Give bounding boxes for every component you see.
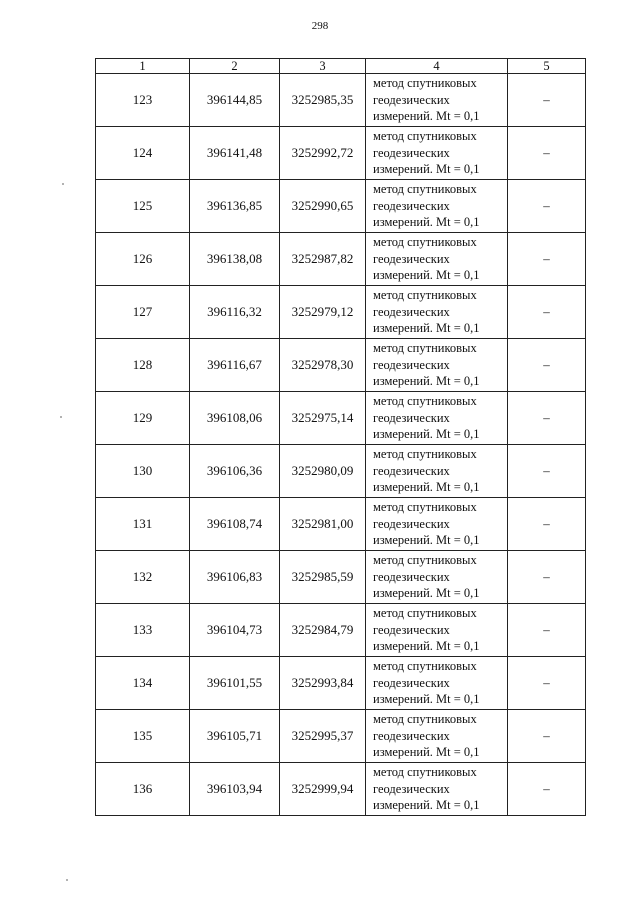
point-number-cell: 130: [96, 445, 190, 498]
method-cell: [366, 604, 508, 657]
table-row: [96, 339, 586, 392]
y-coordinate-cell: 3252984,79: [280, 604, 366, 657]
method-cell: [366, 445, 508, 498]
x-coordinate-cell: 396116,32: [190, 286, 280, 339]
note-cell: [508, 233, 586, 286]
method-text-line: измерений. Mt = 0,1: [373, 692, 480, 707]
method-text-line: измерений. Mt = 0,1: [373, 321, 480, 336]
dash-mark: –: [543, 569, 550, 584]
dash-mark: –: [543, 781, 550, 796]
method-cell: [366, 233, 508, 286]
point-number-cell: 123: [96, 74, 190, 127]
method-text-line: метод спутниковых: [373, 659, 477, 674]
note-cell: [508, 339, 586, 392]
point-number-cell: 129: [96, 392, 190, 445]
x-coordinate-cell: 396103,94: [190, 763, 280, 816]
method-cell: [366, 763, 508, 816]
note-cell: [508, 763, 586, 816]
y-coordinate-cell: 3252992,72: [280, 127, 366, 180]
table-row: [96, 127, 586, 180]
point-number-cell: 135: [96, 710, 190, 763]
method-text-line: метод спутниковых: [373, 606, 477, 621]
method-text-line: метод спутниковых: [373, 129, 477, 144]
point-number-cell: 133: [96, 604, 190, 657]
note-cell: [508, 657, 586, 710]
method-text-line: геодезических: [373, 92, 450, 107]
scan-speck: [60, 416, 62, 418]
dash-mark: –: [543, 357, 550, 372]
note-cell: [508, 498, 586, 551]
note-cell: [508, 392, 586, 445]
note-cell: [508, 445, 586, 498]
point-number-cell: 127: [96, 286, 190, 339]
method-text-line: метод спутниковых: [373, 182, 477, 197]
point-number-cell: 132: [96, 551, 190, 604]
x-coordinate-cell: 396136,85: [190, 180, 280, 233]
method-text-line: геодезических: [373, 410, 450, 425]
dash-mark: –: [543, 198, 550, 213]
method-text-line: геодезических: [373, 463, 450, 478]
page-number: 298: [311, 20, 329, 32]
x-coordinate-cell: 396116,67: [190, 339, 280, 392]
method-text-line: измерений. Mt = 0,1: [373, 109, 480, 124]
x-coordinate-cell: 396104,73: [190, 604, 280, 657]
method-cell: [366, 710, 508, 763]
dash-mark: –: [543, 410, 550, 425]
table-row: [96, 74, 586, 127]
method-text-line: метод спутниковых: [373, 288, 477, 303]
method-text-line: геодезических: [373, 251, 450, 266]
method-text-line: геодезических: [373, 145, 450, 160]
table-row: [96, 657, 586, 710]
method-text-line: геодезических: [373, 357, 450, 372]
scan-speck: [62, 183, 64, 185]
method-text-line: метод спутниковых: [373, 553, 477, 568]
method-cell: [366, 657, 508, 710]
table-header-row: [96, 59, 586, 74]
method-text-line: измерений. Mt = 0,1: [373, 745, 480, 760]
method-text-line: геодезических: [373, 569, 450, 584]
dash-mark: –: [543, 304, 550, 319]
y-coordinate-cell: 3252999,94: [280, 763, 366, 816]
y-coordinate-cell: 3252978,30: [280, 339, 366, 392]
x-coordinate-cell: 396101,55: [190, 657, 280, 710]
column-header: 2: [190, 59, 280, 74]
method-text-line: метод спутниковых: [373, 341, 477, 356]
method-text-line: метод спутниковых: [373, 765, 477, 780]
point-number-cell: 128: [96, 339, 190, 392]
point-number-cell: 134: [96, 657, 190, 710]
x-coordinate-cell: 396106,83: [190, 551, 280, 604]
table-row: [96, 286, 586, 339]
point-number-cell: 131: [96, 498, 190, 551]
column-header: 3: [280, 59, 366, 74]
method-text-line: геодезических: [373, 622, 450, 637]
column-header: 4: [366, 59, 508, 74]
method-text-line: измерений. Mt = 0,1: [373, 639, 480, 654]
method-text-line: измерений. Mt = 0,1: [373, 480, 480, 495]
table-body: [96, 59, 586, 816]
point-number-cell: 124: [96, 127, 190, 180]
method-text-line: измерений. Mt = 0,1: [373, 162, 480, 177]
method-text-line: геодезических: [373, 728, 450, 743]
dash-mark: –: [543, 675, 550, 690]
dash-mark: –: [543, 463, 550, 478]
method-text-line: измерений. Mt = 0,1: [373, 533, 480, 548]
method-text-line: метод спутниковых: [373, 394, 477, 409]
dash-mark: –: [543, 728, 550, 743]
note-cell: [508, 180, 586, 233]
x-coordinate-cell: 396108,06: [190, 392, 280, 445]
method-cell: [366, 551, 508, 604]
method-cell: [366, 127, 508, 180]
y-coordinate-cell: 3252980,09: [280, 445, 366, 498]
table-row: [96, 392, 586, 445]
method-text-line: метод спутниковых: [373, 235, 477, 250]
x-coordinate-cell: 396106,36: [190, 445, 280, 498]
method-cell: [366, 74, 508, 127]
method-text-line: метод спутниковых: [373, 76, 477, 91]
y-coordinate-cell: 3252979,12: [280, 286, 366, 339]
table-row: [96, 180, 586, 233]
table-row: [96, 604, 586, 657]
y-coordinate-cell: 3252985,59: [280, 551, 366, 604]
dash-mark: –: [543, 251, 550, 266]
method-text-line: измерений. Mt = 0,1: [373, 268, 480, 283]
method-cell: [366, 392, 508, 445]
dash-mark: –: [543, 92, 550, 107]
y-coordinate-cell: 3252993,84: [280, 657, 366, 710]
column-header: 5: [508, 59, 586, 74]
method-text-line: геодезических: [373, 304, 450, 319]
dash-mark: –: [543, 622, 550, 637]
note-cell: [508, 286, 586, 339]
point-number-cell: 126: [96, 233, 190, 286]
x-coordinate-cell: 396144,85: [190, 74, 280, 127]
method-text-line: геодезических: [373, 198, 450, 213]
x-coordinate-cell: 396141,48: [190, 127, 280, 180]
table-row: [96, 551, 586, 604]
note-cell: [508, 74, 586, 127]
method-text-line: метод спутниковых: [373, 500, 477, 515]
method-text-line: геодезических: [373, 781, 450, 796]
y-coordinate-cell: 3252990,65: [280, 180, 366, 233]
point-number-cell: 136: [96, 763, 190, 816]
method-cell: [366, 180, 508, 233]
method-text-line: геодезических: [373, 675, 450, 690]
scan-speck: [66, 879, 68, 881]
coordinates-table: [95, 58, 586, 816]
column-header: 1: [96, 59, 190, 74]
y-coordinate-cell: 3252995,37: [280, 710, 366, 763]
note-cell: [508, 127, 586, 180]
note-cell: [508, 710, 586, 763]
y-coordinate-cell: 3252985,35: [280, 74, 366, 127]
table-row: [96, 498, 586, 551]
method-cell: [366, 339, 508, 392]
method-text-line: геодезических: [373, 516, 450, 531]
x-coordinate-cell: 396138,08: [190, 233, 280, 286]
x-coordinate-cell: 396108,74: [190, 498, 280, 551]
method-cell: [366, 498, 508, 551]
method-text-line: измерений. Mt = 0,1: [373, 586, 480, 601]
method-text-line: измерений. Mt = 0,1: [373, 374, 480, 389]
method-text-line: метод спутниковых: [373, 447, 477, 462]
table-row: [96, 445, 586, 498]
table-row: [96, 233, 586, 286]
y-coordinate-cell: 3252975,14: [280, 392, 366, 445]
note-cell: [508, 604, 586, 657]
table-row: [96, 710, 586, 763]
dash-mark: –: [543, 516, 550, 531]
table-row: [96, 763, 586, 816]
note-cell: [508, 551, 586, 604]
y-coordinate-cell: 3252981,00: [280, 498, 366, 551]
x-coordinate-cell: 396105,71: [190, 710, 280, 763]
y-coordinate-cell: 3252987,82: [280, 233, 366, 286]
method-text-line: метод спутниковых: [373, 712, 477, 727]
method-text-line: измерений. Mt = 0,1: [373, 798, 480, 813]
method-cell: [366, 286, 508, 339]
point-number-cell: 125: [96, 180, 190, 233]
method-text-line: измерений. Mt = 0,1: [373, 427, 480, 442]
dash-mark: –: [543, 145, 550, 160]
method-text-line: измерений. Mt = 0,1: [373, 215, 480, 230]
